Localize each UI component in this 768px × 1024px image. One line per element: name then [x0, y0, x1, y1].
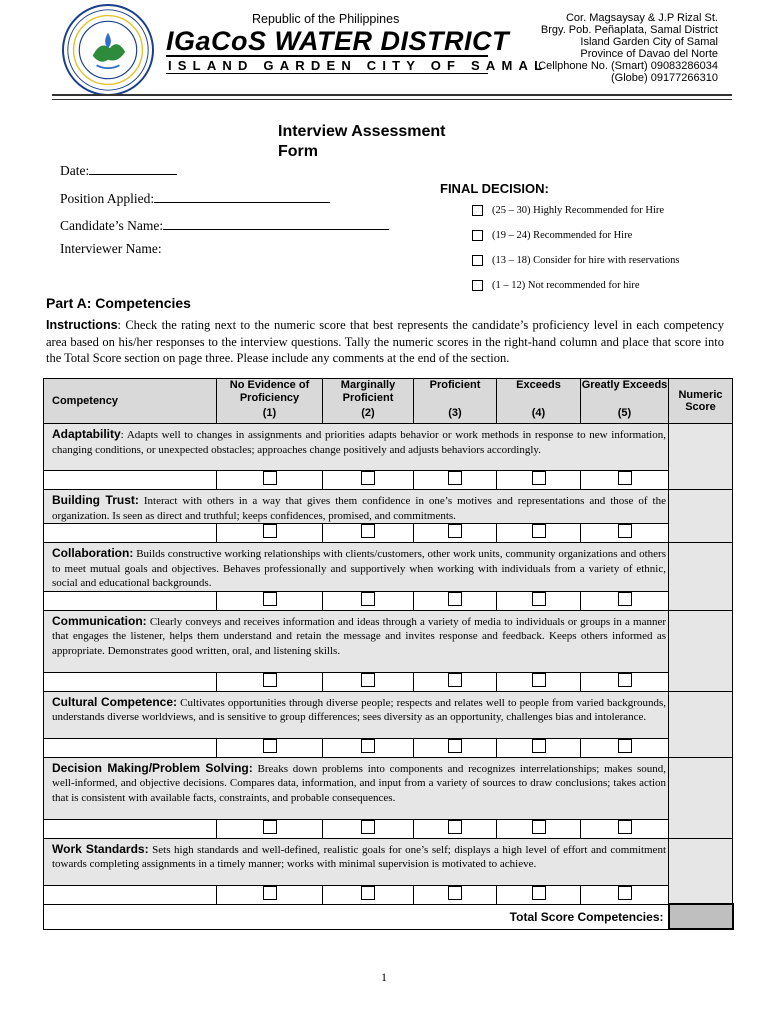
rating-checkbox[interactable]: [263, 820, 277, 834]
rating-checkbox[interactable]: [618, 886, 632, 900]
competency-header: Competency: [44, 379, 217, 424]
competency-description: Building Trust: Interact with others in a way that gives them confidence in one’s motives and representations and those of the organization. Is seen as direct and truthful; keeps confidences, promised, and commitments.: [44, 490, 669, 524]
competency-description: Decision Making/Problem Solving: Breaks down problems into components and recognizes interrelationships; makes sound, well-informed, and objective decisions. Compares data, information, and input from a variety of sources to draw conclusions; takes action that is consistent with available facts, constraints, and probable consequences.: [44, 757, 669, 819]
rating-checkbox[interactable]: [618, 739, 632, 753]
rating-checkbox[interactable]: [263, 592, 277, 606]
numeric-score-cell[interactable]: [669, 838, 733, 904]
competency-description: Work Standards: Sets high standards and well-defined, realistic goals for one’s self; displays a high level of effort and commitment towards completing assignments in a timely manner; works with minimal supervision is motivated to achieve.: [44, 838, 669, 885]
decision-option[interactable]: (25 – 30) Highly Recommended for Hire: [472, 205, 664, 216]
date-label: Date:: [60, 163, 90, 178]
competency-description: Collaboration: Builds constructive working relationships with clients/customers, other work units, community organizations and others to meet mutual goals and objectives. Behaves professionally and supportively when working with individuals from a variety of ethnic, social and educational backgrounds.: [44, 543, 669, 592]
table-header-row: [44, 379, 733, 424]
rating-row: [44, 738, 733, 757]
instructions: [46, 317, 724, 367]
rating-checkbox[interactable]: [361, 820, 375, 834]
rating-checkbox[interactable]: [618, 820, 632, 834]
water-district-logo: [62, 4, 154, 96]
position-blank[interactable]: [154, 189, 330, 203]
rating-header: Marginally Proficient (2): [323, 379, 414, 424]
rating-checkbox[interactable]: [532, 739, 546, 753]
competency-description: Adaptability: Adapts well to changes in assignments and priorities adapts behavior or work methods in response to new information, changing conditions, or unexpected obstacles; approaches change positively and adjusts behaviors accordingly.: [44, 424, 669, 471]
rating-checkbox[interactable]: [448, 820, 462, 834]
rating-header: Proficient (3): [414, 379, 497, 424]
candidate-blank[interactable]: [163, 216, 389, 230]
subtitle-underline: [166, 73, 488, 74]
rating-checkbox[interactable]: [448, 592, 462, 606]
rating-checkbox[interactable]: [448, 471, 462, 485]
rating-checkbox[interactable]: [448, 739, 462, 753]
decision-checkbox[interactable]: [472, 230, 483, 241]
total-score-box[interactable]: [669, 904, 733, 929]
rating-row: [44, 885, 733, 904]
decision-option[interactable]: (19 – 24) Recommended for Hire: [472, 230, 632, 241]
rating-checkbox[interactable]: [618, 673, 632, 687]
decision-checkbox[interactable]: [472, 280, 483, 291]
instructions-text: : Check the rating next to the numeric score that best represents the candidate’s proficiency level in each competency area based on his/her responses to the interview questions. Tally the numeric scores in the right-hand column and place that score into the Total Score section on page three. Please include any comments at the end of the section.: [46, 318, 724, 365]
numeric-score-cell[interactable]: [669, 424, 733, 490]
organization-subtitle: ISLAND GARDEN CITY OF SAMAL: [168, 58, 549, 73]
rating-checkbox[interactable]: [263, 673, 277, 687]
rating-checkbox[interactable]: [532, 471, 546, 485]
rating-row: [44, 471, 733, 490]
address-line: (Globe) 09177266310: [610, 72, 718, 84]
rating-checkbox[interactable]: [263, 739, 277, 753]
rating-checkbox[interactable]: [532, 820, 546, 834]
header-rule: [52, 94, 732, 96]
numeric-score-cell[interactable]: [669, 543, 733, 611]
date-blank[interactable]: [89, 161, 177, 175]
rating-row: [44, 819, 733, 838]
header-rule-thin: [52, 99, 732, 100]
rating-checkbox[interactable]: [618, 471, 632, 485]
competency-table: [43, 378, 734, 930]
rating-checkbox[interactable]: [448, 886, 462, 900]
date-field[interactable]: [60, 161, 177, 179]
numeric-score-cell[interactable]: [669, 610, 733, 691]
total-score-label: Total Score Competencies:: [44, 904, 669, 929]
address-line: Brgy. Pob. Peñaplata, Samal District: [540, 24, 718, 36]
competency-description: Communication: Clearly conveys and receives information and ideas through a variety of media to individuals or groups in a manner that engages the listener, helps them understand and retain the message and invites response and feedback. Keeps others informed as appropriate. Demonstrates good written, oral, and listening skills.: [44, 610, 669, 672]
rating-checkbox[interactable]: [361, 524, 375, 538]
rating-row: [44, 591, 733, 610]
rating-checkbox[interactable]: [448, 673, 462, 687]
decision-checkbox[interactable]: [472, 205, 483, 216]
decision-option[interactable]: (1 – 12) Not recommended for hire: [472, 280, 640, 291]
rating-checkbox[interactable]: [361, 673, 375, 687]
numeric-score-cell[interactable]: [669, 757, 733, 838]
rating-checkbox[interactable]: [361, 886, 375, 900]
address-line: Island Garden City of Samal: [580, 36, 718, 48]
form-title: Interview Assessment Form: [278, 123, 446, 160]
competency-description: Cultural Competence: Cultivates opportunities through diverse people; respects and relates well to people from varied backgrounds, understands diverse worldviews, and is sensitive to group differences; sees diversity as an opportunity, challenges bias and intolerance.: [44, 691, 669, 738]
rating-checkbox[interactable]: [361, 471, 375, 485]
interviewer-field[interactable]: [60, 241, 162, 257]
numeric-score-cell[interactable]: [669, 490, 733, 543]
address-block: [538, 12, 718, 84]
instructions-label: Instructions: [46, 318, 118, 332]
total-row: [44, 904, 733, 929]
position-label: Position Applied:: [60, 191, 155, 206]
rating-checkbox[interactable]: [532, 886, 546, 900]
final-decision-label: FINAL DECISION:: [440, 181, 549, 196]
rating-checkbox[interactable]: [618, 592, 632, 606]
organization-title: IGaCoS WATER DISTRICT: [166, 26, 510, 56]
candidate-field[interactable]: [60, 216, 389, 234]
rating-header: Exceeds (4): [497, 379, 581, 424]
rating-checkbox[interactable]: [532, 673, 546, 687]
page-number: 1: [381, 970, 387, 984]
part-a-heading: Part A: Competencies: [46, 295, 191, 311]
address-line: Province of Davao del Norte: [580, 48, 718, 60]
decision-checkbox[interactable]: [472, 255, 483, 266]
candidate-label: Candidate’s Name:: [60, 218, 164, 233]
rating-checkbox[interactable]: [532, 524, 546, 538]
rating-row: [44, 524, 733, 543]
rating-row: [44, 672, 733, 691]
address-line: Cor. Magsaysay & J.P Rizal St.: [565, 12, 718, 24]
title-underline: [166, 55, 488, 57]
rating-checkbox[interactable]: [532, 592, 546, 606]
rating-checkbox[interactable]: [263, 524, 277, 538]
rating-checkbox[interactable]: [361, 592, 375, 606]
rating-checkbox[interactable]: [361, 739, 375, 753]
rating-checkbox[interactable]: [263, 471, 277, 485]
numeric-score-cell[interactable]: [669, 691, 733, 757]
rating-header: No Evidence of Proficiency (1): [217, 379, 323, 424]
address-line: Cellphone No. (Smart) 09083286034: [538, 60, 718, 72]
rating-checkbox[interactable]: [263, 886, 277, 900]
decision-option[interactable]: (13 – 18) Consider for hire with reservations: [472, 255, 680, 266]
rating-checkbox[interactable]: [448, 524, 462, 538]
rating-checkbox[interactable]: [618, 524, 632, 538]
position-field[interactable]: [60, 189, 330, 207]
republic-line: Republic of the Philippines: [252, 12, 400, 26]
numeric-score-header: Numeric Score: [669, 379, 733, 424]
rating-header: Greatly Exceeds (5): [581, 379, 669, 424]
interviewer-label: Interviewer Name:: [60, 241, 162, 256]
